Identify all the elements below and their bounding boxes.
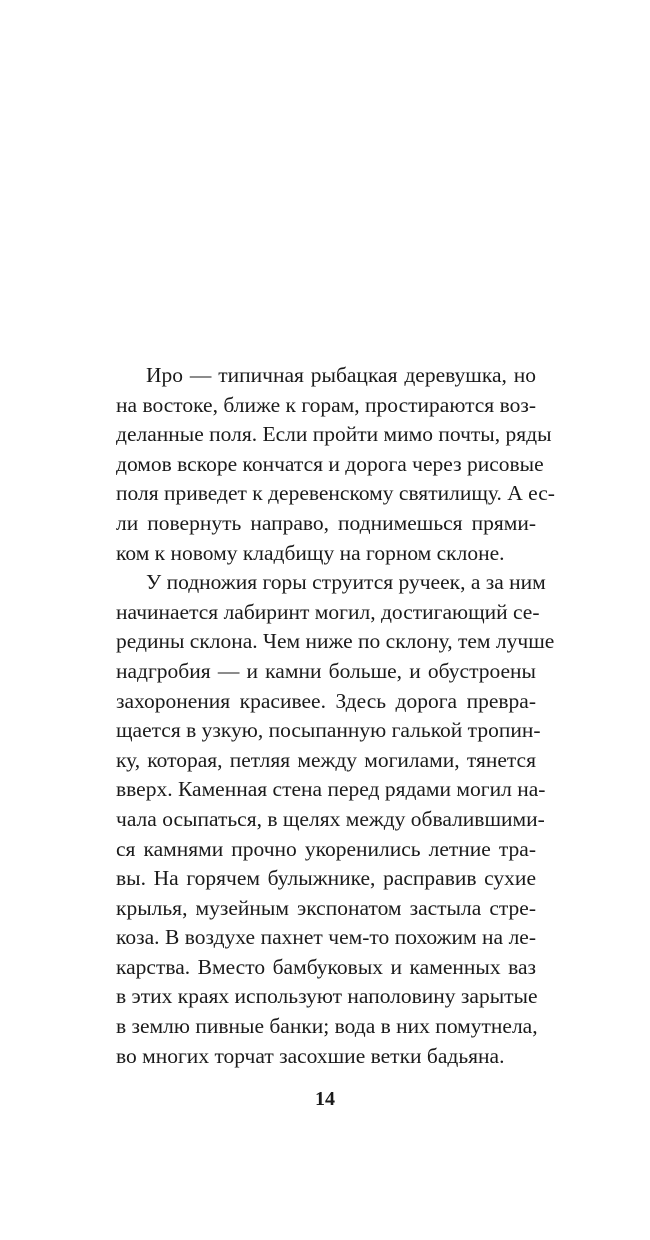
- text-line: ку, которая, петляя между могилами, тянется: [116, 747, 536, 772]
- text-line: деланные поля. Если пройти мимо почты, ряды: [116, 422, 552, 447]
- text-line: захоронения красивее. Здесь дорога превра-: [116, 688, 536, 713]
- text-line: надгробия — и камни больше, и обустроены: [116, 658, 536, 683]
- text-line: начинается лабиринт могил, достигающий се-: [116, 599, 540, 624]
- paragraph-2: [116, 568, 555, 1071]
- text-line: вверх. Каменная стена перед рядами могил на-: [116, 777, 546, 802]
- paragraph-1: [116, 361, 555, 568]
- text-line: У подножия горы струится ручеек, а за ним: [146, 570, 546, 595]
- text-line: крылья, музейным экспонатом застыла стре-: [116, 895, 536, 920]
- text-line: Иро — типичная рыбацкая деревушка, но: [146, 363, 536, 387]
- text-line: ся камнями прочно укоренились летние тра-: [116, 836, 536, 861]
- text-line: чала осыпаться, в щелях между обвалившими-: [116, 806, 545, 831]
- text-line: на востоке, ближе к горам, простираются воз-: [116, 392, 536, 417]
- text-line: домов вскоре кончатся и дорога через рисовые: [116, 451, 544, 476]
- text-line: ком к новому кладбищу на горном склоне.: [116, 540, 505, 565]
- text-line: ли повернуть направо, поднимешься прями-: [116, 510, 536, 535]
- text-line: поля приведет к деревенскому святилищу. А ес-: [116, 481, 555, 506]
- text-line: во многих торчат засохшие ветки бадьяна.: [116, 1043, 505, 1068]
- text-line: вы. На горячем булыжнике, расправив сухие: [116, 866, 536, 891]
- text-line: в землю пивные банки; вода в них помутнела,: [116, 1014, 538, 1039]
- text-line: редины склона. Чем ниже по склону, тем лучше: [116, 629, 555, 654]
- text-line: коза. В воздухе пахнет чем-то похожим на ле-: [116, 925, 536, 950]
- body-text: [116, 361, 555, 1071]
- text-line: щается в узкую, посыпанную галькой тропин-: [116, 718, 541, 743]
- text-line: карства. Вместо бамбуковых и каменных ваз: [116, 954, 536, 979]
- text-line: в этих краях используют наполовину зарытые: [116, 984, 538, 1009]
- page-number: 14: [315, 1088, 335, 1110]
